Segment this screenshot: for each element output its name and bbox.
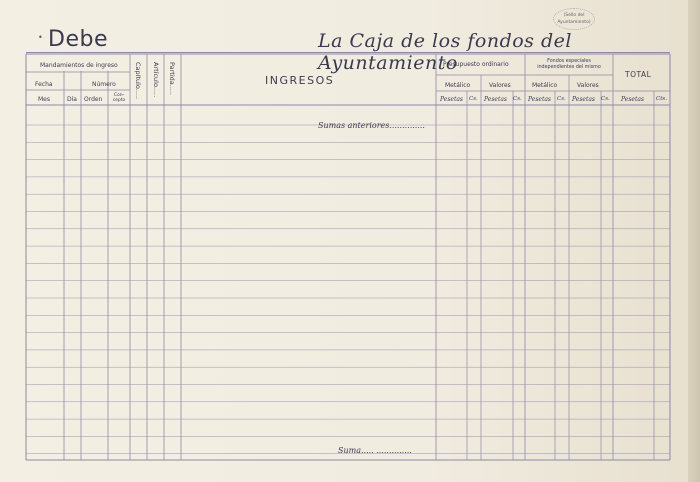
metalico-1-label: Metálico [445, 82, 471, 89]
margin-dot: • [38, 33, 43, 42]
pesetas-5-label: Pesetas [621, 96, 645, 103]
orden-label: Orden [84, 96, 103, 103]
dia-label: Día [67, 96, 77, 103]
cs-3-label: Cs. [557, 96, 566, 102]
caja-title: La Caja de los fondos del Ayuntamiento [318, 30, 572, 74]
ingresos-label: INGRESOS [265, 74, 335, 87]
articulo-label: Artículo..... [152, 62, 160, 98]
capitulo-label: Capítulo..... [134, 62, 142, 100]
valores-1-label: Valores [489, 82, 511, 89]
header-rule [26, 52, 670, 53]
pesetas-3-label: Pesetas [528, 96, 552, 103]
concepto-label: Con-cepto [112, 93, 126, 103]
total-label: TOTAL [625, 70, 652, 79]
numero-label: Número [92, 81, 116, 88]
debe-title: Debe [48, 27, 108, 52]
suma-label: Suma..... .............. [338, 446, 412, 455]
cts-label: Cts. [656, 96, 667, 102]
sumas-anteriores-label: Sumas anteriores.............. [318, 121, 425, 130]
mes-label: Mes [38, 96, 50, 103]
pesetas-2-label: Pesetas [484, 96, 508, 103]
cs-4-label: Cs. [601, 96, 610, 102]
presupuesto-label: Presupuesto ordinario [443, 61, 509, 68]
mandamientos-label: Mandamientos de ingreso [40, 62, 118, 69]
cs-2-label: Cs. [513, 96, 522, 102]
fondos-label: Fondos especiales independientes del mismo [537, 59, 601, 70]
fecha-label: Fecha [35, 81, 53, 88]
cs-1-label: Cs. [469, 96, 478, 102]
ayuntamiento-stamp: (Sello del Ayuntamiento) [553, 8, 595, 30]
partida-label: Partida..... [168, 62, 176, 96]
pesetas-4-label: Pesetas [572, 96, 596, 103]
pesetas-1-label: Pesetas [440, 96, 464, 103]
valores-2-label: Valores [577, 82, 599, 89]
metalico-2-label: Metálico [532, 82, 558, 89]
